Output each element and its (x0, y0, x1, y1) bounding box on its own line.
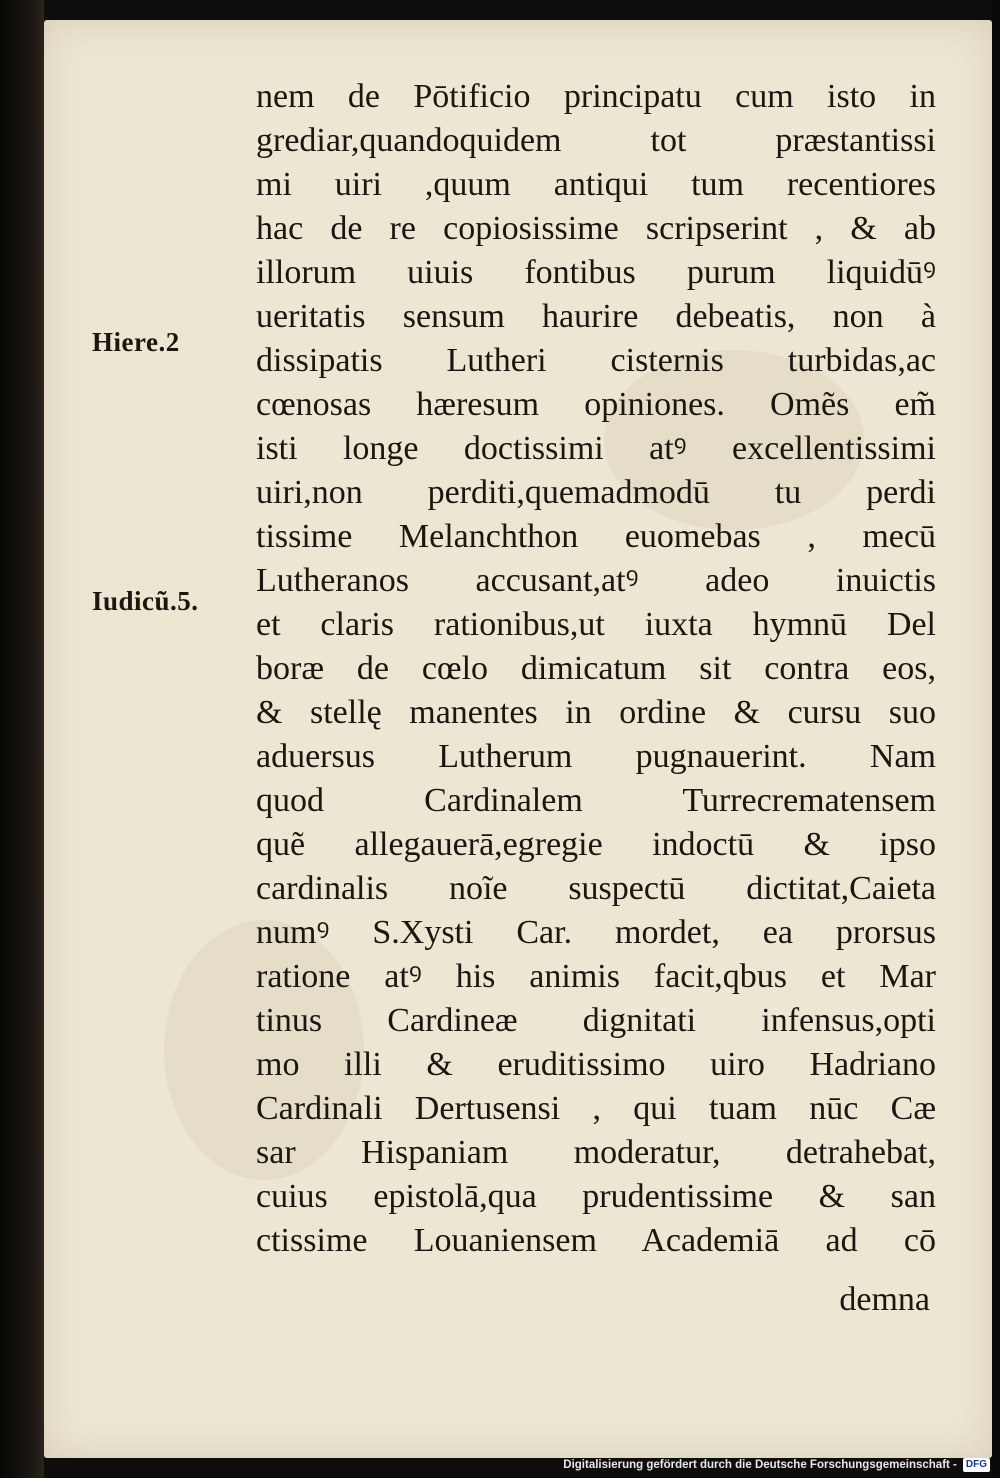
main-text-block (256, 75, 936, 1263)
catchword: demna (839, 1281, 930, 1318)
text-line: hac de re copiosissime scripserint , & ab (256, 210, 936, 247)
text-line: grediar,quandoquidem tot præstantissi (256, 122, 936, 159)
text-line: numꝰ S.Xysti Car. mordet, ea prorsus (256, 914, 936, 951)
text-line: mi uiri ,quum antiqui tum recentiores (256, 166, 936, 203)
text-line: nem de Pōtificio principatu cum isto in (256, 78, 936, 115)
text-line: mo illi & eruditissimo uiro Hadriano (256, 1046, 936, 1083)
text-line: Cardinali Dertusensi , qui tuam nūc Cæ (256, 1090, 936, 1127)
text-line: sar Hispaniam moderatur, detrahebat, (256, 1134, 936, 1171)
text-line: ueritatis sensum haurire debeatis, non à (256, 298, 936, 335)
text-line: & stellę manentes in ordine & cursu suo (256, 694, 936, 731)
dfg-logo: DFG (963, 1458, 990, 1472)
text-line: tinus Cardineæ dignitati infensus,opti (256, 1002, 936, 1039)
text-line: aduersus Lutherum pugnauerint. Nam (256, 738, 936, 775)
text-line: tissime Melanchthon euomebas , mecū (256, 518, 936, 555)
text-line: isti longe doctissimi atꝰ excellentissimi (256, 430, 936, 467)
text-line: cuius epistolā,qua prudentissime & san (256, 1178, 936, 1215)
text-line: uiri,non perditi,quemadmodū tu perdi (256, 474, 936, 511)
text-line: et claris rationibus,ut iuxta hymnū Del (256, 606, 936, 643)
page-edge-shadow (992, 0, 1000, 1478)
text-line: quod Cardinalem Turrecrematensem (256, 782, 936, 819)
marginal-note-hiere: Hiere.2 (92, 327, 180, 357)
digitization-credit (563, 1456, 990, 1474)
text-line: dissipatis Lutheri cisternis turbidas,ac (256, 342, 936, 379)
book-spine-shadow (0, 0, 44, 1478)
text-line: cardinalis noĩe suspectū dictitat,Caieta (256, 870, 936, 907)
marginal-note-iudicum: Iudicũ.5. (92, 586, 199, 616)
text-line: quẽ allegauerā,egregie indoctū & ipso (256, 826, 936, 863)
text-line: boræ de cœlo dimicatum sit contra eos, (256, 650, 936, 687)
text-line: cœnosas hæresum opiniones. Omẽs em̃ (256, 386, 936, 423)
text-line: ctissime Louaniensem Academiā ad cō (256, 1222, 936, 1259)
text-line: Lutheranos accusant,atꝰ adeo inuictis (256, 562, 936, 599)
credit-text: Digitalisierung gefördert durch die Deutsche Forschungsgemeinschaft - (563, 1459, 957, 1471)
text-line: ratione atꝰ his animis facit,qbus et Mar (256, 958, 936, 995)
text-line: illorum uiuis fontibus purum liquidūꝰ (256, 254, 936, 291)
